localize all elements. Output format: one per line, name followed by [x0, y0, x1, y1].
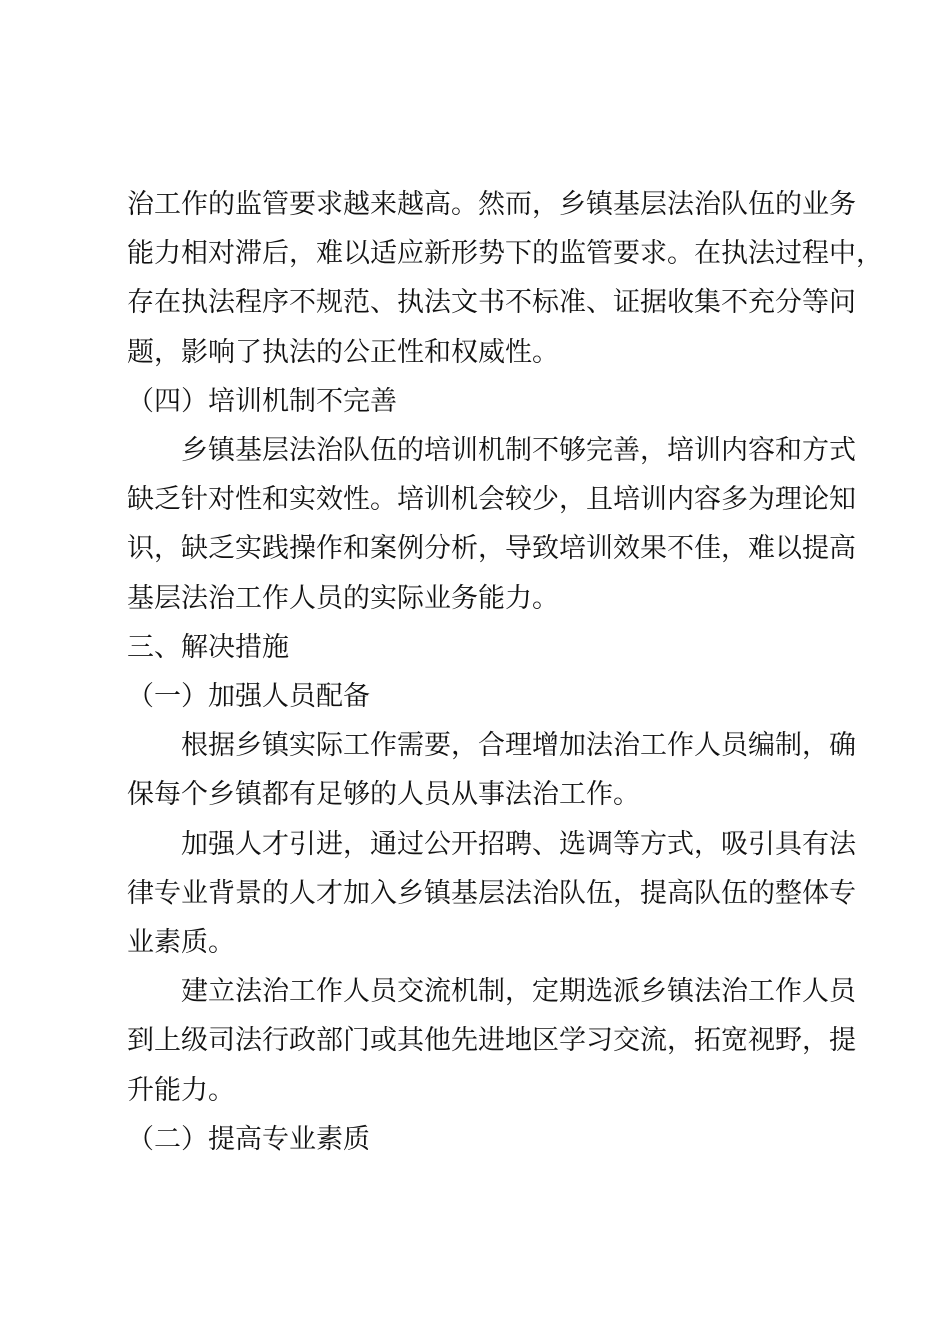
paragraph-continuation — [127, 180, 883, 377]
text-line: 律专业背景的人才加入乡镇基层法治队伍，提高队伍的整体专 — [127, 877, 856, 909]
text-line: 能力相对滞后，难以适应新形势下的监管要求。在执法过程中， — [127, 238, 883, 270]
text-line: 升能力。 — [127, 1074, 235, 1106]
section-heading-solutions: 三、解决措施 — [127, 631, 289, 663]
paragraph-talent — [127, 820, 856, 968]
text-line: 加强人才引进，通过公开招聘、选调等方式，吸引具有法 — [181, 828, 856, 860]
text-line: 治工作的监管要求越来越高。然而，乡镇基层法治队伍的业务 — [127, 189, 856, 220]
document-body — [127, 180, 883, 1164]
text-line: 根据乡镇实际工作需要，合理增加法治工作人员编制，确 — [181, 730, 856, 762]
paragraph-training — [127, 426, 856, 623]
text-line: 乡镇基层法治队伍的培训机制不够完善，培训内容和方式 — [181, 435, 856, 467]
paragraph-exchange — [127, 967, 856, 1115]
heading-professional-quality: （二）提高专业素质 — [127, 1123, 370, 1155]
text-line: 业素质。 — [127, 927, 235, 959]
text-line: 建立法治工作人员交流机制，定期选派乡镇法治工作人员 — [181, 976, 856, 1008]
heading-training-mechanism: （四）培训机制不完善 — [127, 385, 397, 417]
text-line: 到上级司法行政部门或其他先进地区学习交流，拓宽视野，提 — [127, 1025, 856, 1057]
heading-staffing: （一）加强人员配备 — [127, 681, 370, 713]
text-line: 基层法治工作人员的实际业务能力。 — [127, 582, 559, 614]
text-line: 缺乏针对性和实效性。培训机会较少，且培训内容多为理论知 — [127, 484, 856, 516]
paragraph-staffing — [127, 721, 856, 819]
text-line: 题，影响了执法的公正性和权威性。 — [127, 336, 559, 368]
text-line: 存在执法程序不规范、执法文书不标准、证据收集不充分等问 — [127, 287, 856, 319]
text-line: 保每个乡镇都有足够的人员从事法治工作。 — [127, 779, 640, 811]
text-line: 识，缺乏实践操作和案例分析，导致培训效果不佳，难以提高 — [127, 533, 856, 565]
